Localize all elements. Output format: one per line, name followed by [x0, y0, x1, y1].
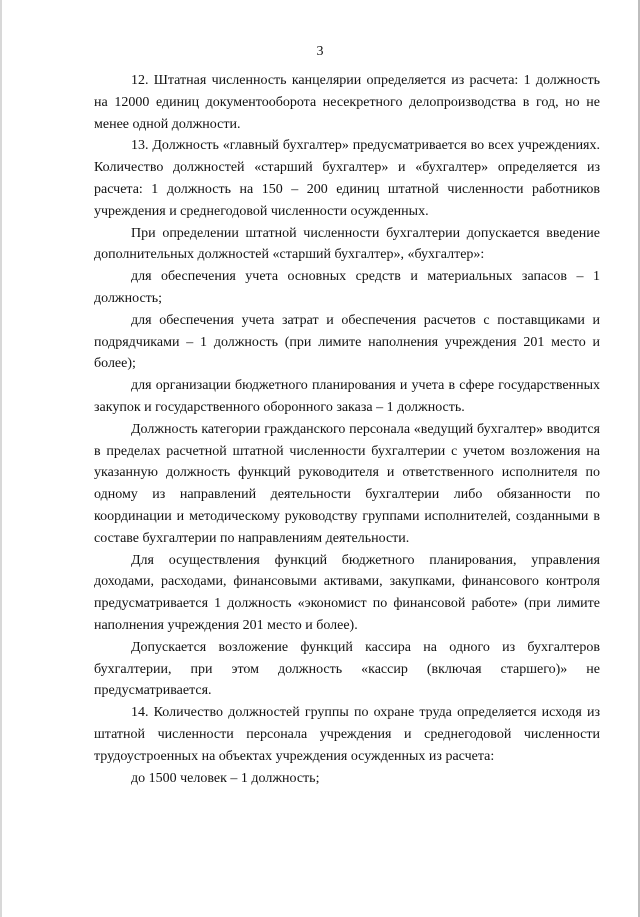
page-number: 3	[316, 44, 324, 59]
paragraph: для организации бюджетного планирования и учета в сфере государственных закупок и государственного оборонного заказа – 1 должность.	[94, 378, 600, 415]
paragraph: 12. Штатная численность канцелярии определяется из расчета: 1 должность на 12000 единиц документооборота несекретного делопроизводства в год, но не менее одной должности.	[94, 73, 600, 132]
document-body	[94, 70, 600, 789]
paragraph: Должность категории гражданского персонала «ведущий бухгалтер» вводится в пределах расчетной штатной численности бухгалтерии с учетом возложения на указанную должность функций руководителя и ответственного исполнителя по одному из направлений деятельности бухгалтерии либо обязанности по координации и методическому руководству группами исполнителей, созданными в составе бухгалтерии по направлениям деятельности.	[94, 421, 600, 546]
paragraph: При определении штатной численности бухгалтерии допускается введение дополнительных должностей «старший бухгалтер», «бухгалтер»:	[94, 225, 600, 263]
paragraph: Для осуществления функций бюджетного планирования, управления доходами, расходами, финансовыми активами, закупками, финансового контроля предусматривается 1 должность «экономист по финансовой работе» (при лимите наполнения учреждения 201 место и более).	[94, 552, 600, 633]
paragraph: для обеспечения учета основных средств и материальных запасов – 1 должность;	[94, 269, 600, 306]
paragraph: для обеспечения учета затрат и обеспечения расчетов с поставщиками и подрядчиками – 1 должность (при лимите наполнения учреждения 201 место и более);	[94, 312, 600, 372]
paragraph: до 1500 человек – 1 должность;	[131, 770, 320, 786]
paragraph: Допускается возложение функций кассира на одного из бухгалтеров бухгалтерии, при этом должность «кассир (включая старшего)» не предусматривается.	[94, 639, 600, 699]
paragraph: 14. Количество должностей группы по охране труда определяется исходя из штатной численности персонала учреждения и среднегодовой численности трудоустроенных на объектах учреждения осужденных из расчета:	[94, 705, 600, 764]
paragraph: 13. Должность «главный бухгалтер» предусматривается во всех учреждениях. Количество должностей «старший бухгалтер» и «бухгалтер» определяется из расчета: 1 должность на 150 – 200 единиц штатной численности работников учреждения и среднегодовой численности осужденных.	[94, 138, 600, 219]
